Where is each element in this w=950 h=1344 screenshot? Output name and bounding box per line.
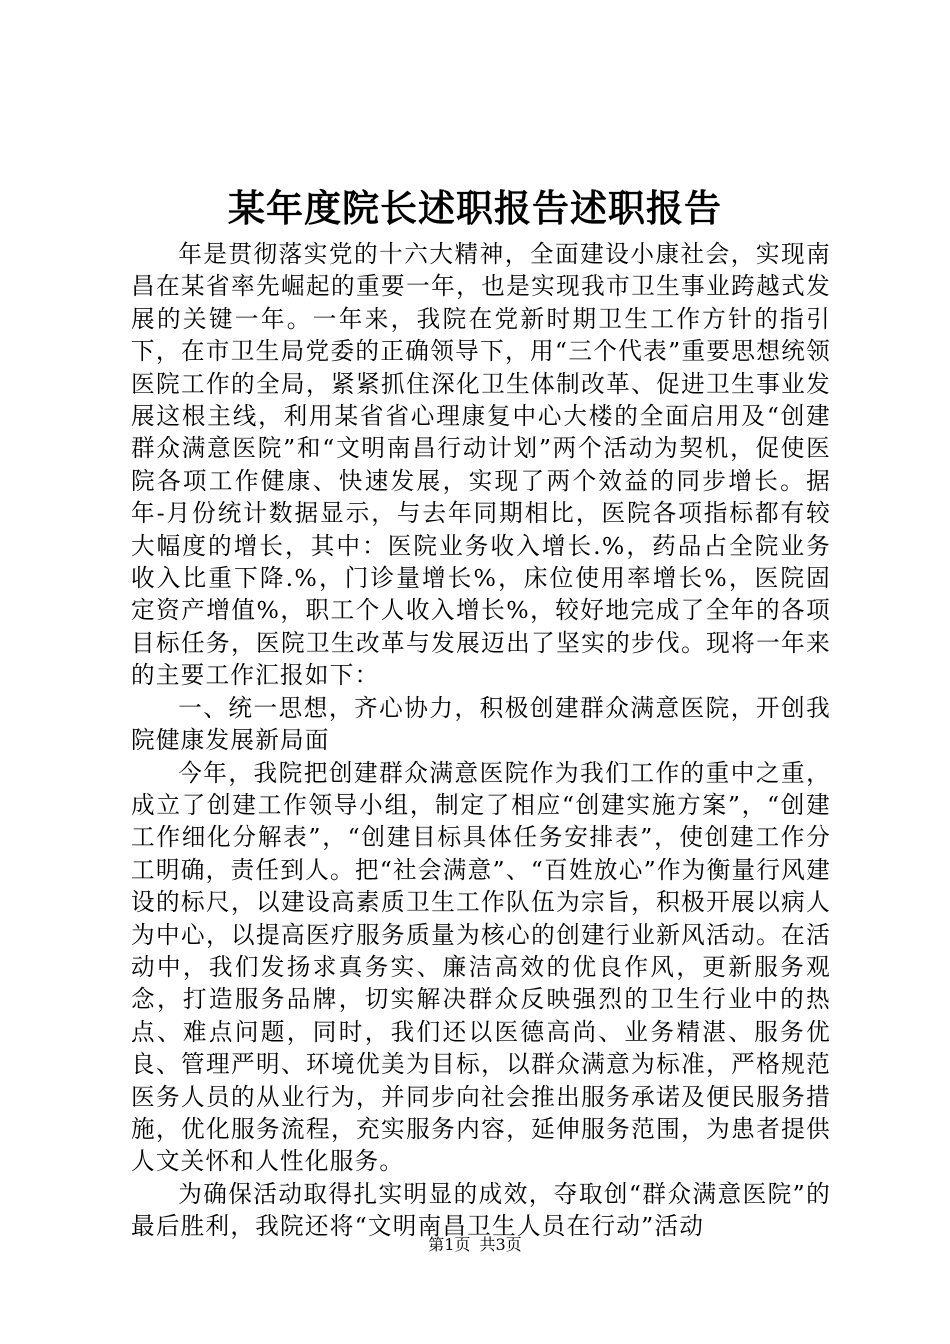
page-total: 共3页	[479, 1235, 522, 1254]
page-footer	[0, 1234, 950, 1256]
page-number: 第1页	[428, 1235, 471, 1254]
paragraph-intro: 年是贯彻落实党的十六大精神，全面建设小康社会，实现南昌在某省率先崛起的重要一年，也是实现我市卫生事业跨越式发展的关键一年。一年来，我院在党新时期卫生工作方针的指引下，在市卫生局党委的正确领导下，用“三个代表”重要思想统领医院工作的全局，紧紧抓住深化卫生体制改革、促进卫生事业发展这根主线，利用某省省心理康复中心大楼的全面启用及“创建群众满意医院”和“文明南昌行动计划”两个活动为契机，促使医院各项工作健康、快速发展，实现了两个效益的同步增长。据年-月份统计数据显示，与去年同期相比，医院各项指标都有较大幅度的增长，其中：医院业务收入增长.%，药品占全院业务收入比重下降.%，门诊量增长%，床位使用率增长%，医院固定资产增值%，职工个人收入增长%，较好地完成了全年的各项目标任务，医院卫生改革与发展迈出了坚实的步伐。现将一年来的主要工作汇报如下：	[131, 240, 831, 690]
paragraph-continued: 为确保活动取得扎实明显的成效，夺取创“群众满意医院”的最后胜利，我院还将“文明南昌卫生人员在行动”活动	[131, 1179, 831, 1241]
paragraph-section-1: 今年，我院把创建群众满意医院作为我们工作的重中之重，成立了创建工作领导小组，制定了相应“创建实施方案”，“创建工作细化分解表”，“创建目标具体任务安排表”，使创建工作分工明确，责任到人。把“社会满意”、“百姓放心”作为衡量行风建设的标尺，以建设高素质卫生工作队伍为宗旨，积极开展以病人为中心，以提高医疗服务质量为核心的创建行业新风活动。在活动中，我们发扬求真务实、廉洁高效的优良作风，更新服务观念，打造服务品牌，切实解决群众反映强烈的卫生行业中的热点、难点问题，同时，我们还以医德高尚、业务精湛、服务优良、管理严明、环境优美为目标，以群众满意为标准，严格规范医务人员的从业行为，并同步向社会推出服务承诺及便民服务措施，优化服务流程，充实服务内容，延伸服务范围，为患者提供人文关怀和人性化服务。	[131, 758, 831, 1176]
document-body	[131, 238, 831, 1243]
section-heading-1: 一、统一思想，齐心协力，积极创建群众满意医院，开创我院健康发展新局面	[131, 693, 831, 755]
document-title: 某年度院长述职报告述职报告	[228, 186, 722, 230]
